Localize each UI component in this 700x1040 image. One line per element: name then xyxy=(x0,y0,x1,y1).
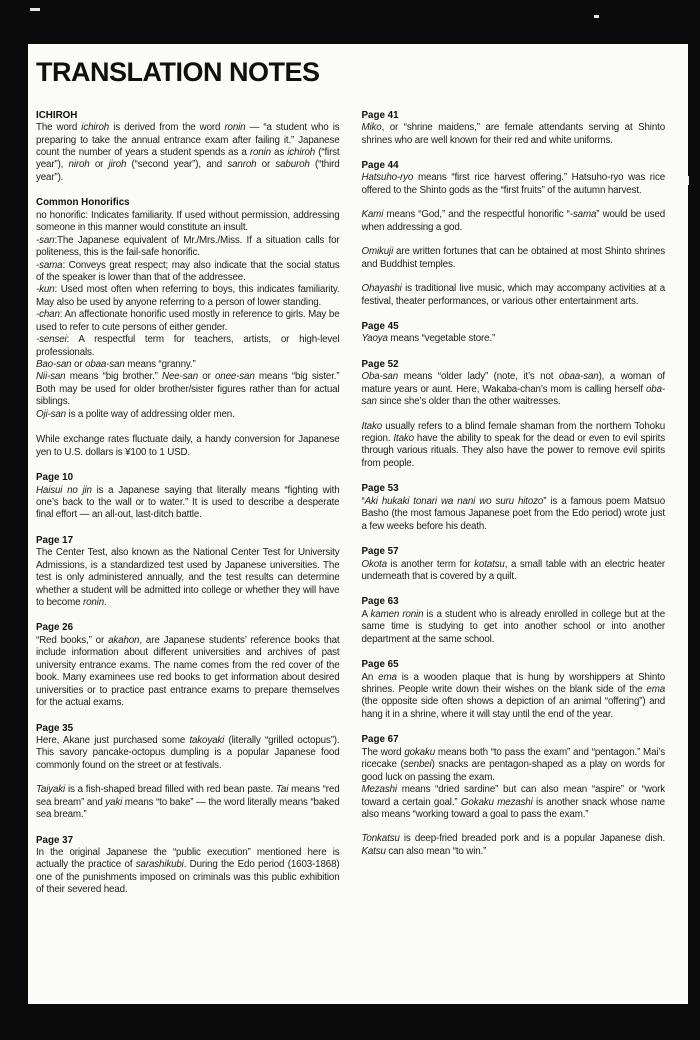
section-heading: Page 67 xyxy=(361,734,399,746)
page xyxy=(28,44,688,1004)
section-heading: Page 41 xyxy=(361,109,399,121)
section-heading: Page 52 xyxy=(361,358,399,370)
scan-artifact xyxy=(594,15,599,18)
paragraph: Bao-san or obaa-san means “granny.” xyxy=(36,359,196,370)
section-heading: ICHIROH xyxy=(36,109,78,121)
section xyxy=(36,472,340,522)
paragraph: -sensei: A respectful term for teachers, artists, or high-level professionals. xyxy=(36,334,340,358)
section-heading: Page 65 xyxy=(361,659,399,671)
scan-artifact xyxy=(30,8,40,11)
section xyxy=(362,110,666,147)
page-title: TRANSLATION NOTES xyxy=(36,57,320,87)
paragraph: no honorific: Indicates familiarity. If used without permission, addressing someone in this manner would constitute an insult. xyxy=(36,209,340,234)
section-heading: Page 26 xyxy=(36,622,74,634)
paragraph: Yaoya means “vegetable store.” xyxy=(361,333,496,345)
paragraph: Kami means “God,” and the respectful honorific “-sama” would be used when addressing a god. xyxy=(361,209,665,233)
column-left xyxy=(36,110,340,897)
section-heading: Page 63 xyxy=(361,596,399,608)
paragraph: Itako usually refers to a blind female shaman from the northern Tohoku region. Itako have the ability to speak for the dead or even to evil spirits through various rituals. They also have the power to remove evil spirits from people. xyxy=(361,420,665,469)
paragraph: Haisui no jin is a Japanese saying that literally means “fighting with one’s back to the wall or to water.” It is used to describe a desperate final effort — an all-out, last-ditch battle. xyxy=(36,484,340,521)
section xyxy=(36,110,340,185)
paragraph: In the original Japanese the “public execution” mentioned here is actually the practice of sarashikubi. During the Edo period (1603-1868) one of the punishments imposed on criminals was this public exhibition of their severed head. xyxy=(36,847,340,896)
section xyxy=(362,359,666,471)
section xyxy=(36,434,340,459)
columns xyxy=(36,110,665,897)
section-heading: Page 37 xyxy=(36,834,74,846)
paragraph: The word ichiroh is derived from the word ronin — “a student who is preparing to take the annual entrance exam after failing it.” Japanese count the number of years a student spends as a ronin as ichiroh (“first year”), niroh or jiroh (“second year”), and sanroh or saburoh (“third year”). xyxy=(36,122,340,183)
section xyxy=(362,546,666,583)
paragraph: “Aki hukaki tonari wa nani wo suru hitozo” is a famous poem Matsuo Basho (the most famous Japanese poet from the Edo period) wrote just a few weeks before his death. xyxy=(361,495,666,532)
paragraph: Omikuji are written fortunes that can be obtained at most Shinto shrines and Buddhist temples. xyxy=(361,246,665,270)
section xyxy=(36,622,340,709)
paragraph: -kun: Used most often when referring to boys, this indicates familiarity. May also be used by anyone referring to a person of lower standing. xyxy=(36,284,340,308)
section xyxy=(36,197,340,421)
paragraph: -chan: An affectionate honorific used mostly in reference to girls. May be used to refer to cute persons of either gender. xyxy=(36,309,340,333)
paragraph: Here, Akane just purchased some takoyaki (literally “grilled octopus”). This savory pancake-octopus dumpling is a popular Japanese food commonly found on the street or at festivals. xyxy=(36,734,340,771)
section xyxy=(362,160,666,308)
column-right xyxy=(362,110,666,897)
section xyxy=(36,835,340,897)
paragraph: -sama: Conveys great respect; may also indicate that the social status of the speaker is lower than that of the addressee. xyxy=(36,259,340,283)
section-heading: Page 45 xyxy=(361,320,399,332)
paragraph: While exchange rates fluctuate daily, a handy conversion for Japanese yen to U.S. dollars is ¥100 to 1 USD. xyxy=(36,434,340,458)
paragraph: The word gokaku means both “to pass the exam” and “pentagon.” Mai’s ricecake (senbei) snacks are pentagon-shaped as a play on words for good luck on passing the exam. xyxy=(361,746,665,783)
paragraph: Okota is another term for kotatsu, a small table with an electric heater underneath that is covered by a quilt. xyxy=(361,558,666,582)
section xyxy=(362,734,666,858)
section-heading: Page 57 xyxy=(361,546,399,558)
section xyxy=(36,723,340,822)
paragraph: The Center Test, also known as the National Center Test for University Admissions, is a standardized test used by Japanese universities. The test is only administered annually, and the test results can determine whether a student will be admitted into college or whether they will have to become ronin. xyxy=(36,547,340,608)
paragraph: Oji-san is a polite way of addressing older men. xyxy=(36,408,235,420)
paragraph: Tonkatsu is deep-fried breaded pork and is a popular Japanese dish. Katsu can also mean “to win.” xyxy=(361,833,665,857)
section xyxy=(362,596,666,646)
paragraph: A kamen ronin is a student who is already enrolled in college but at the same time is studying to get into another school or into another department at the same school. xyxy=(361,608,666,645)
paragraph: -san:The Japanese equivalent of Mr./Mrs./Miss. If a situation calls for politeness, this is the fail-safe honorific. xyxy=(36,234,340,259)
paragraph: Miko, or “shrine maidens,” are female attendants serving at Shinto shrines who are well known for their red and white uniforms. xyxy=(361,122,665,146)
section xyxy=(362,321,666,346)
section-heading: Page 17 xyxy=(36,534,74,546)
paragraph: Ohayashi is traditional live music, which may accompany activities at a festival, theater performances, or various other entertainment arts. xyxy=(361,283,665,307)
section-heading: Page 10 xyxy=(36,472,74,484)
section-heading: Page 35 xyxy=(36,722,74,734)
section xyxy=(362,659,666,721)
section xyxy=(362,483,666,533)
section-heading: Common Honorifics xyxy=(36,197,130,209)
section-heading: Page 53 xyxy=(361,483,399,495)
paragraph: Mezashi means “dried sardine” but can also mean “aspire” or “work toward a certain goal.” Gokaku mezashi is another snack whose name also means “working toward a goal to pass the exam.” xyxy=(361,784,665,820)
section-heading: Page 44 xyxy=(361,160,399,171)
paragraph: “Red books,” or akahon, are Japanese students’ reference books that include information about different universities and archives of past university entrance exams. The name comes from the red cover of the book. Many examinees use red books to get information about desired universities or to practice past entrance exams to prepare themselves for the actual exams. xyxy=(36,634,340,709)
paragraph: Nii-san means “big brother.” Nee-san or onee-san means “big sister.” Both may be used for older brother/sister figures rather than for actual siblings. xyxy=(36,371,340,408)
paragraph: Taiyaki is a fish-shaped bread filled with red bean paste. Tai means “red sea bream” and yaki means “to bake” — the word literally means “baked sea bream.” xyxy=(36,784,340,821)
paragraph: An ema is a wooden plaque that is hung by worshippers at Shinto shrines. People write down their wishes on the blank side of the ema (the opposite side often shows a depiction of an animal “offering”) and hang it in a shrine, where it will stay until the end of the year. xyxy=(361,671,665,720)
paragraph: Hatsuho-ryo means “first rice harvest offering.” Hatsuho-ryo was rice offered to the Shinto gods as the “first fruits” of the autumn harvest. xyxy=(361,172,665,196)
section xyxy=(36,535,340,610)
paragraph: Oba-san means “older lady” (note, it’s not obaa-san), a woman of mature years or aunt. Here, Wakaba-chan’s mom is calling herself oba-san since she’s older than the other waitresses. xyxy=(361,371,665,408)
